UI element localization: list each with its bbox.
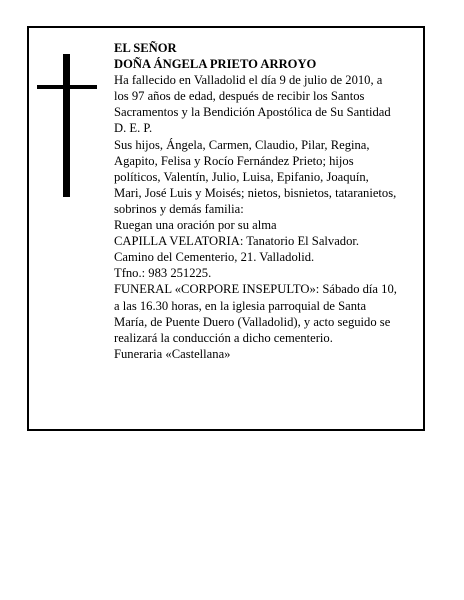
family-line: sobrinos y demás familia: <box>114 201 244 216</box>
funeral-line: realizará la conducción a dicho cementerio. <box>114 330 333 345</box>
funeral-line: María, de Puente Duero (Valladolid), y acto seguido se <box>114 314 391 329</box>
chapel-line: Tfno.: 983 251225. <box>114 266 212 281</box>
prayer-request: Ruegan una oración por su alma <box>114 218 277 233</box>
deceased-name: DOÑA ÁNGELA PRIETO ARROYO <box>114 57 317 72</box>
cross-horizontal-bar <box>37 85 97 89</box>
death-announcement-line: D. E. P. <box>114 121 153 136</box>
funeral-line: FUNERAL «CORPORE INSEPULTO»: Sábado día 10, <box>114 282 397 297</box>
funeral-home: Funeraria «Castellana» <box>114 346 231 361</box>
latin-cross-icon <box>37 54 97 197</box>
family-line: Mari, José Luis y Moisés; nietos, bisnietos, tataranietos, <box>114 185 397 200</box>
family-line: políticos, Valentín, Julio, Luisa, Epifanio, Joaquín, <box>114 169 369 184</box>
family-line: Sus hijos, Ángela, Carmen, Claudio, Pilar, Regina, <box>114 137 370 152</box>
family-line: Agapito, Felisa y Rocío Fernández Prieto; hijos <box>114 153 354 168</box>
death-announcement-line: Sacramentos y la Bendición Apostólica de Su Santidad <box>114 105 391 120</box>
cross-vertical-bar <box>63 54 70 197</box>
chapel-line: CAPILLA VELATORIA: Tanatorio El Salvador. <box>114 234 360 249</box>
death-announcement-line: Ha fallecido en Valladolid el día 9 de julio de 2010, a <box>114 73 383 88</box>
funeral-line: a las 16.30 horas, en la iglesia parroquial de Santa <box>114 298 367 313</box>
chapel-line: Camino del Cementerio, 21. Valladolid. <box>114 250 315 265</box>
notice-title: EL SEÑOR <box>114 41 177 55</box>
obituary-text <box>114 40 418 362</box>
death-announcement-line: los 97 años de edad, después de recibir los Santos <box>114 89 365 104</box>
